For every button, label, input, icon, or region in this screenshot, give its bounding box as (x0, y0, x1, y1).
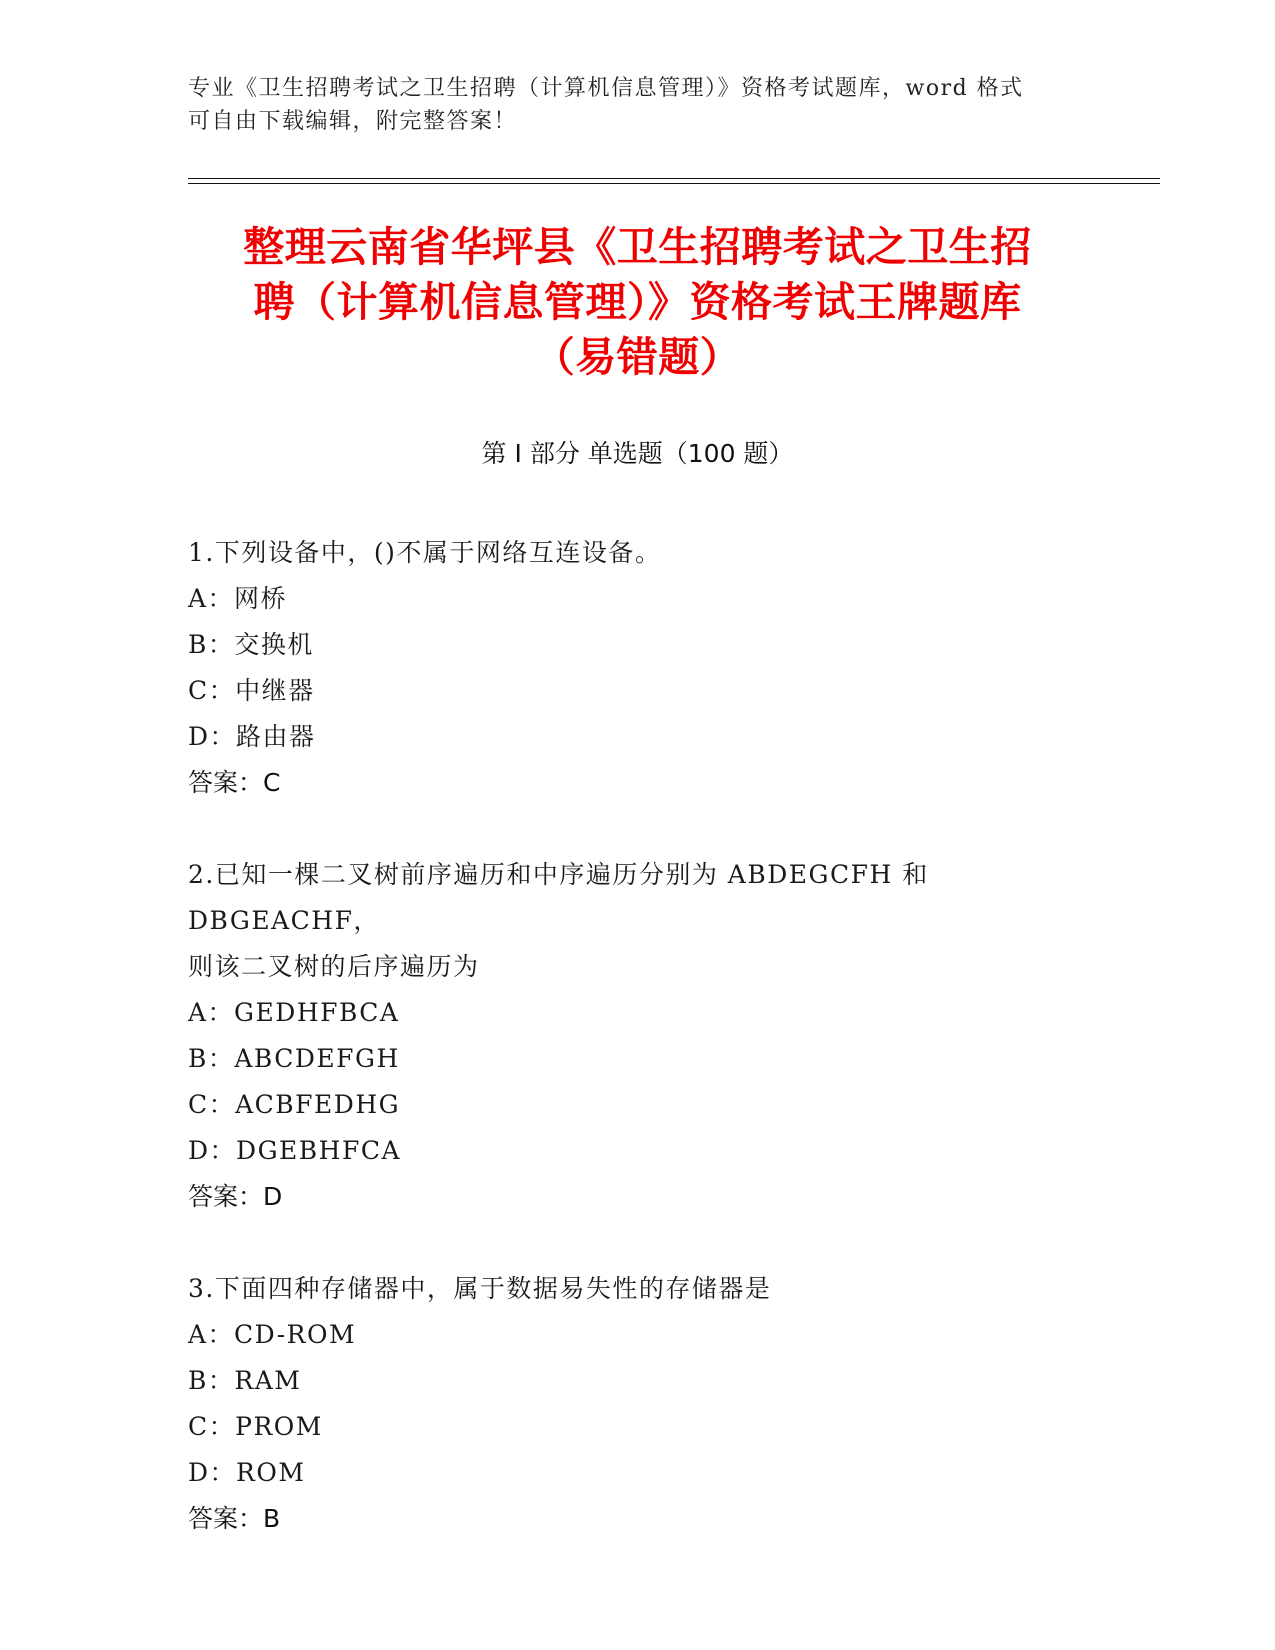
answer-option: B：RAM (188, 1366, 302, 1395)
answer-key: 答案：C (188, 768, 281, 797)
document-title-line-2: 聘（计算机信息管理）》资格考试王牌题库 (253, 278, 1022, 326)
answer-option: A：GEDHFBCA (188, 998, 400, 1027)
answer-key: 答案：B (188, 1504, 281, 1533)
document-title-line-1: 整理云南省华坪县《卫生招聘考试之卫生招 (243, 223, 1032, 271)
question-item (188, 852, 1088, 1220)
answer-option: A：CD-ROM (188, 1320, 357, 1349)
question-stem: 1.下列设备中，()不属于网络互连设备。 (188, 538, 662, 567)
section-heading: 第 I 部分 单选题（100 题） (481, 439, 794, 468)
answer-option: D：ROM (188, 1458, 306, 1487)
question-item (188, 1266, 1088, 1542)
question-list (188, 530, 1088, 1588)
answer-key: 答案：D (188, 1182, 283, 1211)
answer-option: C：中继器 (188, 676, 315, 705)
answer-option: C：ACBFEDHG (188, 1090, 401, 1119)
answer-option: B：ABCDEFGH (188, 1044, 400, 1073)
header-note (188, 72, 1068, 138)
answer-option: D：路由器 (188, 722, 316, 751)
header-rule-bottom (188, 183, 1160, 184)
header-note-line-2: 可自由下载编辑，附完整答案！ (188, 109, 518, 134)
question-item (188, 530, 1088, 806)
answer-option: D：DGEBHFCA (188, 1136, 402, 1165)
header-note-line-1: 专业《卫生招聘考试之卫生招聘（计算机信息管理）》资格考试题库，word 格式 (188, 76, 1024, 101)
answer-option: C：PROM (188, 1412, 323, 1441)
question-stem: 3.下面四种存储器中，属于数据易失性的存储器是 (188, 1274, 772, 1303)
question-stem: 则该二叉树的后序遍历为 (188, 952, 480, 981)
header-rule-top (188, 178, 1160, 179)
answer-option: B：交换机 (188, 630, 314, 659)
answer-option: A：网桥 (188, 584, 288, 613)
document-title (160, 220, 1115, 385)
document-title-line-3: （易错题） (533, 333, 742, 381)
question-stem: 2.已知一棵二叉树前序遍历和中序遍历分别为 ABDEGCFH 和 DBGEACHF， (188, 860, 929, 935)
